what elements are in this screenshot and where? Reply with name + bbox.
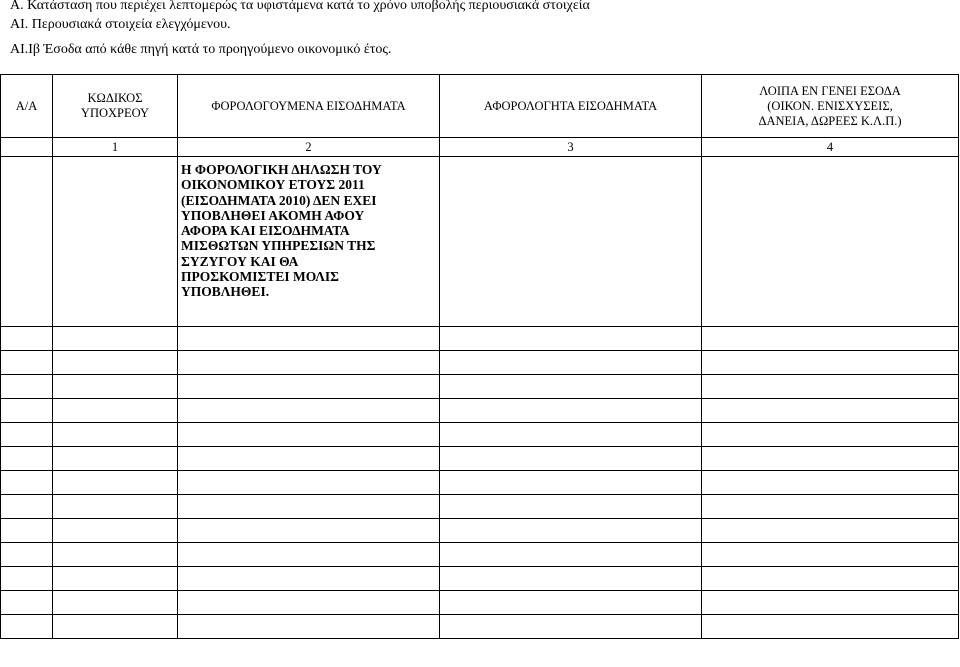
cell (1, 447, 53, 471)
colnum-aa (1, 138, 53, 157)
cell (53, 615, 178, 639)
cell (440, 471, 702, 495)
income-table (0, 74, 959, 639)
cell (702, 471, 959, 495)
table-row (1, 615, 959, 639)
cell (1, 615, 53, 639)
colnum-other: 4 (702, 138, 959, 157)
cell (1, 591, 53, 615)
cell (178, 543, 440, 567)
cell (1, 157, 53, 327)
header-code: ΚΩΔΙΚΟΣ ΥΠΟΧΡΕΟΥ (53, 75, 178, 138)
cell (53, 399, 178, 423)
cell (702, 543, 959, 567)
header-taxed-income: ΦΟΡΟΛΟΓΟΥΜΕΝΑ ΕΙΣΟΔΗΜΑΤΑ (178, 75, 440, 138)
cell (178, 519, 440, 543)
cell (178, 399, 440, 423)
table-row (1, 567, 959, 591)
cell (702, 375, 959, 399)
cell (53, 351, 178, 375)
cell (53, 543, 178, 567)
cell (440, 399, 702, 423)
cell (53, 423, 178, 447)
cell (702, 615, 959, 639)
cell (1, 399, 53, 423)
colnum-untaxed: 3 (440, 138, 702, 157)
colnum-code: 1 (53, 138, 178, 157)
cell (53, 495, 178, 519)
cell (440, 519, 702, 543)
table-row (1, 471, 959, 495)
table-row (1, 327, 959, 351)
heading-line-2: ΑΙ. Περουσιακά στοιχεία ελεγχόμενου. (10, 17, 231, 32)
cell (440, 567, 702, 591)
cell (53, 471, 178, 495)
table-row (1, 543, 959, 567)
colnum-taxed: 2 (178, 138, 440, 157)
cell (1, 471, 53, 495)
cell (702, 447, 959, 471)
cell (178, 495, 440, 519)
cell (1, 351, 53, 375)
cell (53, 447, 178, 471)
table-row (1, 375, 959, 399)
table-row (1, 399, 959, 423)
cell (178, 351, 440, 375)
cell (1, 375, 53, 399)
cell (440, 375, 702, 399)
header-untaxed-income: ΑΦΟΡΟΛΟΓΗΤΑ ΕΙΣΟΔΗΜΑΤΑ (440, 75, 702, 138)
cell (178, 567, 440, 591)
table-header-row (1, 75, 959, 138)
cell (178, 447, 440, 471)
cell (702, 423, 959, 447)
cell (702, 519, 959, 543)
table-row (1, 495, 959, 519)
header-other-income: ΛΟΙΠΑ ΕΝ ΓΕΝΕΙ ΕΣΟΔΑ (ΟΙΚΟΝ. ΕΝΙΣΧΥΣΕΙΣ, ΔΑΝΕΙΑ, ΔΩΡΕΕΣ Κ.Λ.Π.) (702, 75, 959, 138)
cell (702, 351, 959, 375)
cell (440, 157, 702, 327)
tax-declaration-note: Η ΦΟΡΟΛΟΓΙΚΗ ΔΗΛΩΣΗ ΤΟΥ ΟΙΚΟΝΟΜΙΚΟΥ ΕΤΟΥΣ 2011 (ΕΙΣΟΔΗΜΑΤΑ 2010) ΔΕΝ ΕΧΕΙ ΥΠΟΒΛΗΘΕΙ ΑΚΟΜΗ ΑΦΟΥ ΑΦΟΡΑ ΚΑΙ ΕΙΣΟΔΗΜΑΤΑ ΜΙΣΘΩΤΩΝ ΥΠΗΡΕΣΙΩΝ ΤΗΣ ΣΥΖΥΓΟΥ ΚΑΙ ΘΑ ΠΡΟΣΚΟΜΙΣΤΕΙ ΜΟΛΙΣ ΥΠΟΒΛΗΘΕΙ. (178, 157, 440, 327)
cell (1, 567, 53, 591)
cell (440, 615, 702, 639)
cell (1, 519, 53, 543)
cell (702, 567, 959, 591)
cell (440, 447, 702, 471)
table-row (1, 351, 959, 375)
cell (53, 327, 178, 351)
cell (440, 543, 702, 567)
cell (53, 157, 178, 327)
cell (702, 157, 959, 327)
cell (1, 327, 53, 351)
cell (1, 495, 53, 519)
table-row (1, 591, 959, 615)
header-aa: Α/Α (1, 75, 53, 138)
cell (178, 471, 440, 495)
cell (1, 423, 53, 447)
table-row (1, 423, 959, 447)
cell (440, 495, 702, 519)
cell (53, 567, 178, 591)
cell (702, 591, 959, 615)
cell (178, 591, 440, 615)
cell (53, 591, 178, 615)
cell (178, 327, 440, 351)
heading-line-3: ΑΙ.Ιβ Έσοδα από κάθε πηγή κατά το προηγούμενο οικονομικό έτος. (10, 42, 392, 57)
cell (440, 351, 702, 375)
cell (702, 495, 959, 519)
cell (440, 591, 702, 615)
cell (1, 543, 53, 567)
cell (440, 423, 702, 447)
cell (53, 375, 178, 399)
cell (178, 615, 440, 639)
table-row (1, 519, 959, 543)
table-row (1, 447, 959, 471)
heading-line-1: A. Κατάσταση που περιέχει λεπτομερώς τα υφιστάμενα κατά το χρόνο υποβολής περιουσιακά στοιχεία (10, 0, 590, 13)
cell (53, 519, 178, 543)
table-row (1, 157, 959, 327)
cell (178, 423, 440, 447)
column-number-row (1, 138, 959, 157)
cell (702, 327, 959, 351)
cell (178, 375, 440, 399)
cell (440, 327, 702, 351)
cell (702, 399, 959, 423)
